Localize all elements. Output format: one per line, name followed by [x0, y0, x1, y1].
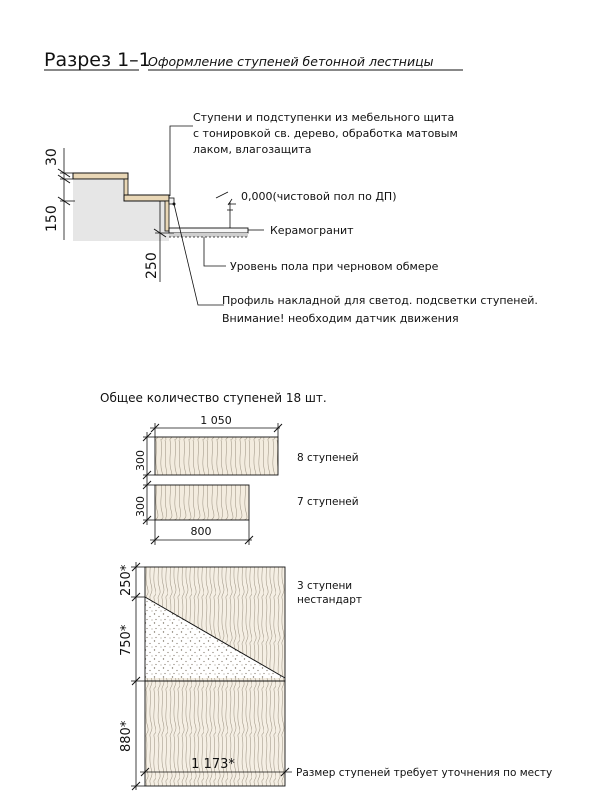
step-c-note: Размер ступеней требует уточнения по месту: [296, 767, 553, 779]
dim-riser-height: 150: [44, 205, 60, 232]
stair-section-view: [44, 111, 538, 325]
note-steps-3: лаком, влагозащита: [193, 143, 312, 156]
note-finish-level: 0,000(чистовой пол по ДП): [241, 190, 397, 203]
dim-tread-thickness: 30: [44, 148, 60, 166]
step-b-width: 800: [190, 525, 212, 538]
step-b-panel: [155, 485, 249, 520]
note-steps-1: Ступени и подступенки из мебельного щита: [193, 111, 455, 124]
step-b-depth: 300: [134, 496, 147, 517]
leader-steps: [170, 126, 193, 196]
step-c: [119, 562, 552, 790]
step-a-panel: [155, 437, 278, 475]
step-b: [134, 480, 359, 545]
step-a: [134, 414, 359, 480]
upper-tread: [73, 173, 128, 179]
step-c-label-1: 3 ступени: [297, 580, 353, 592]
note-rough-level: Уровень пола при черновом обмере: [230, 260, 439, 273]
section-title: [44, 49, 463, 71]
step-a-width: 1 050: [200, 414, 232, 427]
step-c-dim-low: 880*: [119, 720, 134, 752]
note-porcelain: Керамогранит: [270, 224, 354, 237]
lower-tread: [124, 195, 169, 201]
step-c-width: 1 173*: [191, 757, 235, 772]
leader-rough-level: [204, 237, 226, 266]
step-c-dim-mid: 750*: [119, 624, 134, 656]
step-c-dim-top: 250*: [119, 564, 134, 596]
step-a-label: 8 ступеней: [297, 452, 359, 464]
note-profile-2: Внимание! необходим датчик движения: [222, 312, 459, 325]
total-steps-label: Общее количество ступеней 18 шт.: [100, 391, 327, 405]
section-title-text: Разрез 1–1: [44, 49, 151, 71]
upper-riser: [124, 179, 128, 195]
note-steps-2: с тонировкой св. дерево, обработка матовым: [193, 127, 458, 140]
concrete-stair-body: [73, 180, 169, 241]
step-a-depth: 300: [134, 450, 147, 471]
step-b-label: 7 ступеней: [297, 496, 359, 508]
note-profile-1: Профиль накладной для светод. подсветки ступеней.: [222, 294, 538, 307]
section-subtitle: Оформление ступеней бетонной лестницы: [148, 54, 434, 69]
lower-riser: [165, 201, 169, 231]
dim-floor-offset: 250: [144, 252, 160, 279]
step-c-label-2: нестандарт: [297, 594, 362, 606]
leader-profile: [174, 204, 224, 305]
